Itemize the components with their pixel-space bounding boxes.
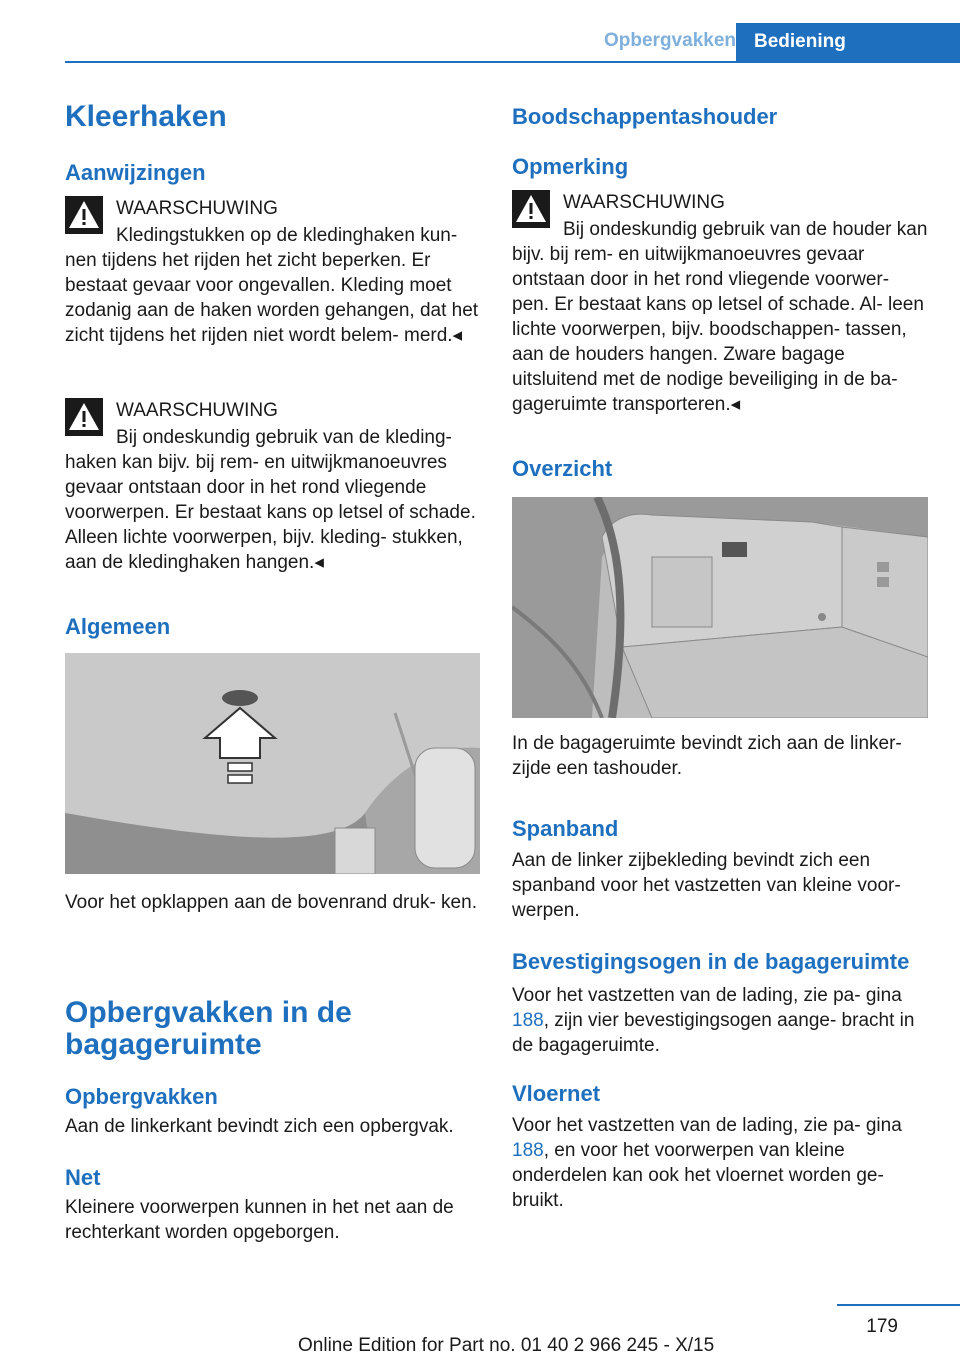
warning-body: Kledingstukken op de kledinghaken kun- nen tijdens het rijden het zicht beperken. Er bestaat gevaar voor ongevallen. Kleding moet zodanig aan de haken worden gehangen, dat het zicht tijdens het rijden niet wordt belem- merd.◂ [65,225,479,346]
warning-body: Bij ondeskundig gebruik van de kleding- haken kan bijv. bij rem- en uitwijkmanoeuvres gevaar ontstaan door in het rond vliegende voorwerpen. Er bestaat kans op letsel of schade. Alleen lichte voorwerpen, bijv. kleding- stukken, aan de kledinghaken hangen.◂ [65,427,476,573]
floornet-text-b: , en voor het voorwerpen van kleine onderdelen kan ook het vloernet worden ge- bruikt. [512,1140,884,1211]
net-heading: Net [65,1165,101,1190]
general-heading: Algemeen [65,614,171,639]
warning-body: Bij ondeskundig gebruik van de houder kan bijv. bij rem- en uitwijkmanoeuvres gevaar ontstaan door in het rond vliegende voorwer- pen. Er bestaat kans op letsel of schade. Al- leen lichte voorwerpen, bijv. boodschappen- tassen, aan de houders hangen. Zware bagage uitsluitend met de nodige beveiliging in de ba- gageruimte transporteren.◂ [512,219,928,415]
section-title-opbergvakken-line1: Opbergvakken in de [65,996,352,1029]
floornet-page-link[interactable]: 188 [512,1140,544,1161]
warning-block-3 [512,190,930,430]
floornet-heading: Vloernet [512,1081,601,1106]
warning-title: WAARSCHUWING [563,192,725,213]
storage-heading: Opbergvakken [65,1084,218,1109]
section-title-opbergvakken-line2: bagageruimte [65,1028,262,1061]
overview-heading: Overzicht [512,456,613,481]
coat-hook-illustration [65,653,480,874]
header-rule [65,61,960,63]
floornet-text-a: Voor het vastzetten van de lading, zie pa- gina [512,1115,902,1136]
strap-heading: Spanband [512,816,619,841]
luggage-compartment-photo [512,497,928,718]
net-text: Kleinere voorwerpen kunnen in het net aan de rechterkant worden opgeborgen. [65,1197,454,1243]
strap-text: Aan de linker zijbekleding bevindt zich een spanband voor het vastzetten van kleine voor- werpen. [512,850,901,921]
storage-text: Aan de linkerkant bevindt zich een opbergvak. [65,1116,454,1137]
edition-note: Online Edition for Part no. 01 40 2 966 245 - X/15 [298,1335,715,1356]
coat-hook-photo [65,653,480,874]
warning-title: WAARSCHUWING [116,198,278,219]
section-title-bag-holder: Boodschappentashouder [512,104,778,129]
eyes-text-a: Voor het vastzetten van de lading, zie pa- gina [512,985,902,1006]
notes-heading: Aanwijzingen [65,160,206,185]
overview-caption: In de bagageruimte bevindt zich aan de linker- zijde een tashouder. [512,733,902,779]
page-number: 179 [866,1316,898,1337]
warning-block-2 [65,398,483,578]
section-title-kleerhaken: Kleerhaken [65,100,227,133]
luggage-compartment-illustration [512,497,928,718]
header-chapter-tab: Bediening [736,23,960,63]
eyes-heading: Bevestigingsogen in de bagageruimte [512,949,910,974]
warning-title: WAARSCHUWING [116,400,278,421]
eyes-page-link[interactable]: 188 [512,1010,544,1031]
header-section-title: Opbergvakken [604,30,736,51]
note-heading: Opmerking [512,154,629,179]
general-caption: Voor het opklappen aan de bovenrand druk- ken. [65,892,477,913]
warning-block-1 [65,196,483,376]
floornet-text [512,1113,930,1213]
eyes-text-b: , zijn vier bevestigingsogen aange- bracht in de bagageruimte. [512,1010,915,1056]
footer-rule [837,1304,960,1306]
eyes-text [512,983,930,1058]
